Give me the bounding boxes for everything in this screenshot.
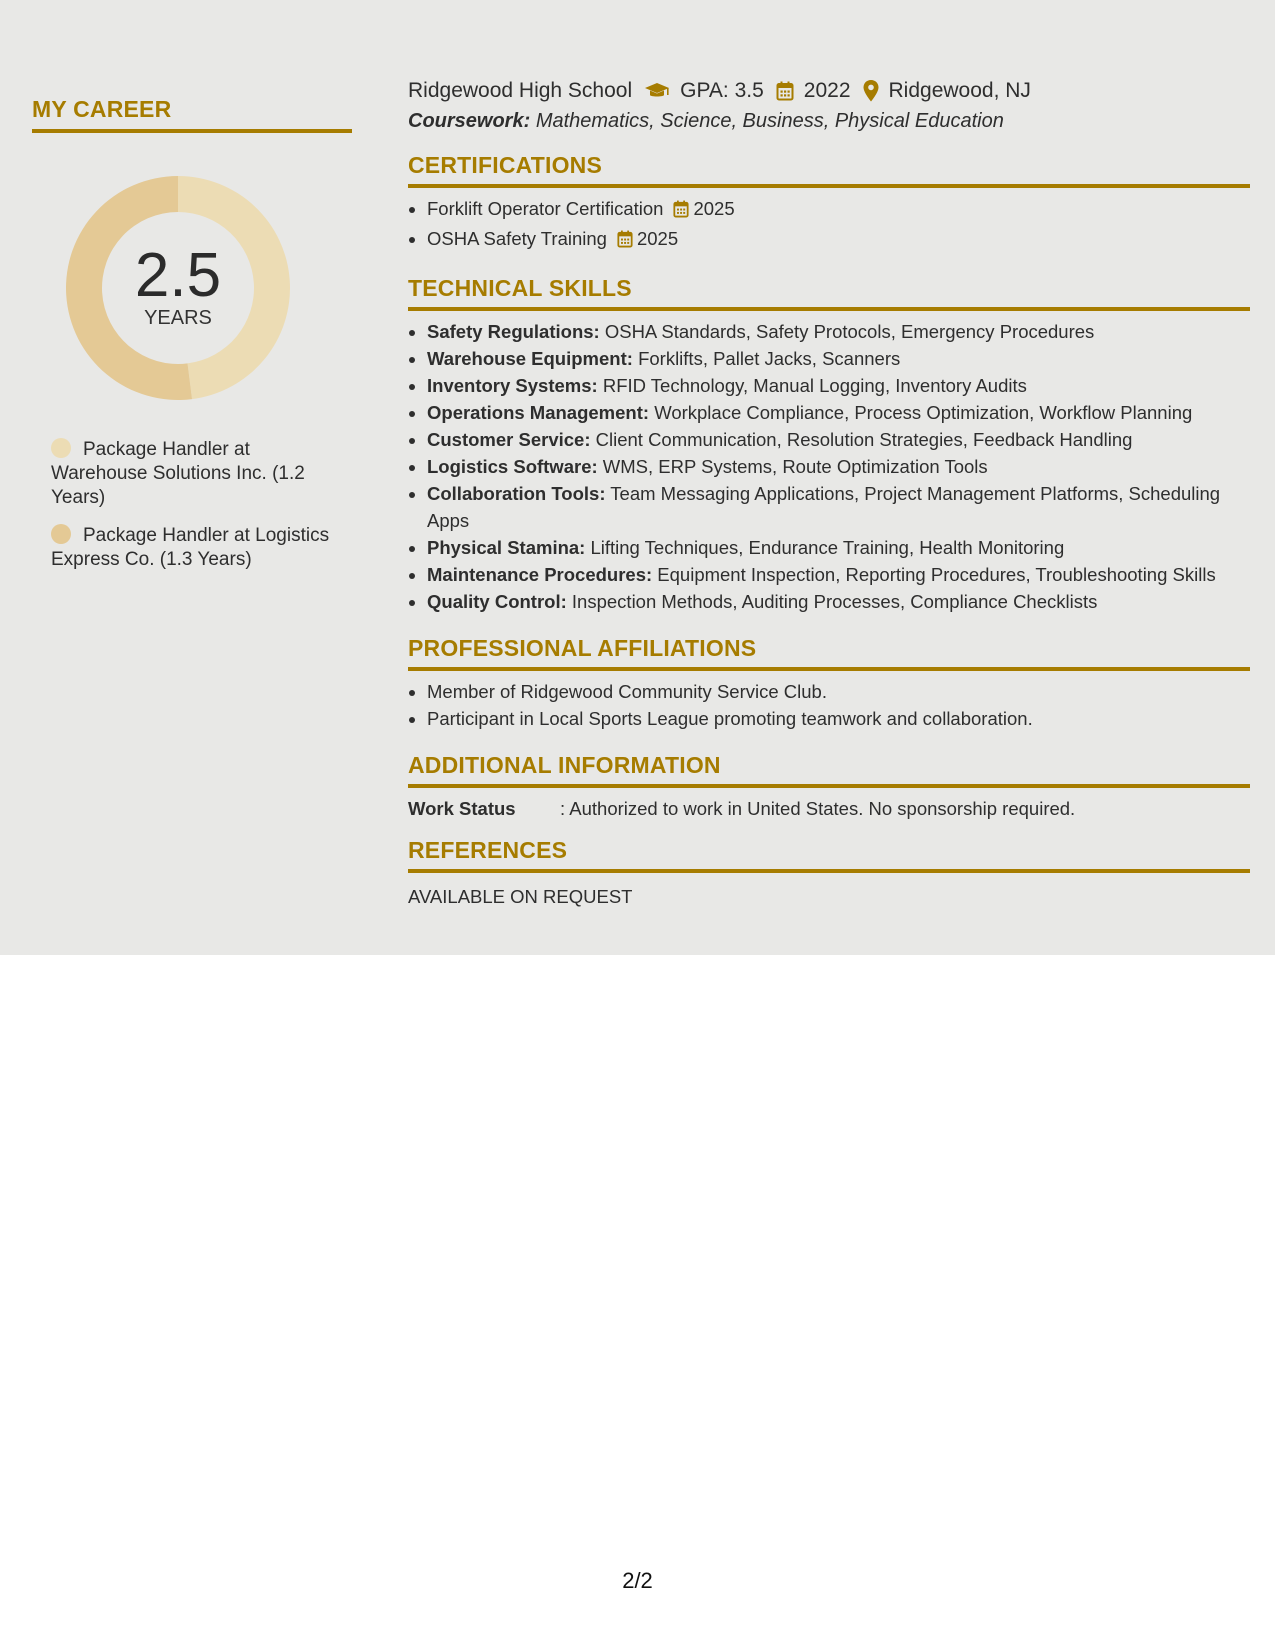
legend-swatch bbox=[51, 524, 71, 544]
legend-label: Package Handler at Logistics Express Co. (1.3 Years) bbox=[51, 525, 330, 570]
affiliations-list bbox=[408, 678, 1250, 732]
career-title: MY CAREER bbox=[32, 96, 172, 122]
donut-legend bbox=[51, 438, 351, 586]
coursework-text: Mathematics, Science, Business, Physical Education bbox=[535, 110, 1004, 132]
location-pin-icon bbox=[863, 80, 879, 102]
skill-text: Team Messaging Applications, Project Management Platforms, Scheduling Apps bbox=[427, 483, 1221, 531]
skill-item bbox=[427, 561, 1250, 588]
coursework-label: Coursework: bbox=[408, 110, 531, 132]
affiliation-item: • Participant in Local Sports League promoting teamwork and collaboration. bbox=[427, 705, 1250, 732]
certification-item bbox=[427, 225, 1250, 255]
work-status-row bbox=[408, 795, 1250, 823]
skill-text: RFID Technology, Manual Logging, Inventory Audits bbox=[602, 375, 1027, 396]
certifications-section bbox=[408, 150, 1250, 255]
skill-text: Forklifts, Pallet Jacks, Scanners bbox=[638, 348, 901, 369]
certifications-title: CERTIFICATIONS bbox=[408, 152, 603, 178]
affiliation-item: • Member of Ridgewood Community Service Club. bbox=[427, 678, 1250, 705]
page-number: 2/2 bbox=[622, 1568, 653, 1593]
affiliations-divider bbox=[408, 667, 1250, 671]
coursework bbox=[408, 106, 1250, 136]
skill-label: Customer Service: bbox=[427, 429, 591, 450]
skill-item bbox=[427, 534, 1250, 561]
skill-text: Workplace Compliance, Process Optimization, Workflow Planning bbox=[654, 402, 1193, 423]
certifications-list bbox=[408, 195, 1250, 255]
skill-label: Logistics Software: bbox=[427, 456, 598, 477]
career-donut-chart bbox=[66, 176, 290, 400]
references-divider bbox=[408, 869, 1250, 873]
references-text: AVAILABLE ON REQUEST bbox=[408, 886, 633, 907]
legend-label: Package Handler at Warehouse Solutions Inc. (1.2 Years) bbox=[51, 439, 305, 508]
calendar-icon bbox=[673, 198, 689, 225]
additional-info-title: ADDITIONAL INFORMATION bbox=[408, 752, 721, 778]
school-name: Ridgewood High School bbox=[408, 79, 633, 102]
skills-section bbox=[408, 273, 1250, 615]
work-status-value: : Authorized to work in United States. No sponsorship required. bbox=[560, 798, 1076, 819]
main-content bbox=[408, 76, 1250, 911]
career-section bbox=[32, 96, 352, 570]
skill-item bbox=[427, 345, 1250, 372]
legend-item bbox=[51, 524, 351, 572]
donut-center bbox=[66, 176, 290, 400]
skill-item bbox=[427, 318, 1250, 345]
skill-label: Maintenance Procedures: bbox=[427, 564, 653, 585]
calendar-icon bbox=[776, 81, 794, 101]
skill-text: Lifting Techniques, Endurance Training, Health Monitoring bbox=[590, 537, 1065, 558]
certification-year: 2025 bbox=[636, 228, 679, 249]
additional-info-divider bbox=[408, 784, 1250, 788]
affiliations-title: PROFESSIONAL AFFILIATIONS bbox=[408, 635, 757, 661]
skill-item bbox=[427, 453, 1250, 480]
certifications-divider bbox=[408, 184, 1250, 188]
donut-total-years: 2.5 bbox=[134, 240, 222, 310]
legend-swatch bbox=[51, 438, 71, 458]
skill-item bbox=[427, 480, 1250, 534]
skill-text: Equipment Inspection, Reporting Procedures, Troubleshooting Skills bbox=[657, 564, 1216, 585]
skills-divider bbox=[408, 307, 1250, 311]
gpa: GPA: 3.5 bbox=[680, 79, 764, 102]
work-status-label: Work Status bbox=[408, 798, 516, 819]
certification-year: 2025 bbox=[693, 198, 735, 219]
skill-text: Inspection Methods, Auditing Processes, Compliance Checklists bbox=[571, 591, 1098, 612]
graduation-year: 2022 bbox=[803, 79, 851, 102]
donut-unit-label: YEARS bbox=[144, 306, 212, 329]
skill-label: Collaboration Tools: bbox=[427, 483, 606, 504]
skill-text: WMS, ERP Systems, Route Optimization Tools bbox=[602, 456, 988, 477]
skill-text: Client Communication, Resolution Strategies, Feedback Handling bbox=[595, 429, 1133, 450]
skill-item bbox=[427, 399, 1250, 426]
certification-item bbox=[427, 195, 1250, 225]
references-title: REFERENCES bbox=[408, 837, 568, 863]
skills-list bbox=[408, 318, 1250, 615]
skill-label: Inventory Systems: bbox=[427, 375, 598, 396]
skill-item bbox=[427, 372, 1250, 399]
certification-name: Forklift Operator Certification bbox=[427, 198, 664, 219]
education-line bbox=[408, 76, 1250, 106]
references-section bbox=[408, 835, 1250, 911]
skill-item bbox=[427, 588, 1250, 615]
skill-label: Safety Regulations: bbox=[427, 321, 600, 342]
skill-label: Operations Management: bbox=[427, 402, 650, 423]
skills-title: TECHNICAL SKILLS bbox=[408, 275, 632, 301]
school-location: Ridgewood, NJ bbox=[888, 79, 1031, 102]
skill-text: OSHA Standards, Safety Protocols, Emergency Procedures bbox=[604, 321, 1095, 342]
skill-label: Quality Control: bbox=[427, 591, 567, 612]
skill-label: Warehouse Equipment: bbox=[427, 348, 633, 369]
calendar-icon bbox=[617, 228, 633, 255]
career-divider bbox=[32, 129, 352, 133]
graduation-cap-icon bbox=[644, 82, 670, 100]
skill-label: Physical Stamina: bbox=[427, 537, 586, 558]
certification-name: OSHA Safety Training bbox=[427, 228, 607, 249]
affiliations-section bbox=[408, 633, 1250, 732]
skill-item bbox=[427, 426, 1250, 453]
legend-item bbox=[51, 438, 351, 510]
additional-info-section bbox=[408, 750, 1250, 823]
